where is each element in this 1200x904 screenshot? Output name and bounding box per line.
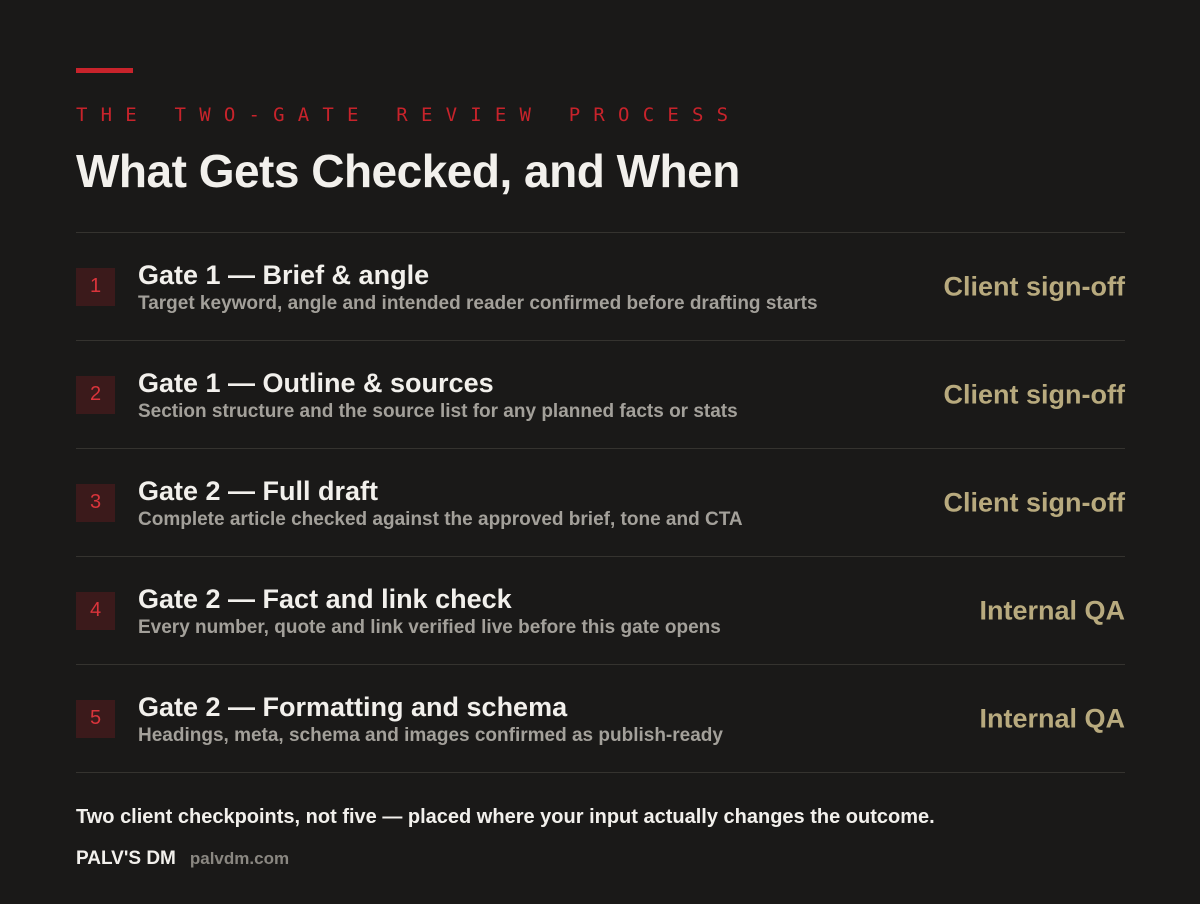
gate-description: Complete article checked against the approved brief, tone and CTA [138, 508, 743, 530]
gate-title: Gate 2 — Full draft [138, 475, 379, 506]
step-number-badge: 2 [76, 376, 115, 414]
gate-description: Target keyword, angle and intended reader confirmed before drafting starts [138, 292, 818, 314]
step-number-badge: 5 [76, 700, 115, 738]
page-title: What Gets Checked, and When [76, 145, 740, 197]
gate-list [76, 232, 1125, 773]
gate-owner: Client sign-off [943, 271, 1125, 301]
gate-text [138, 259, 818, 315]
footer-note: Two client checkpoints, not five — placed where your input actually changes the outcome. [76, 806, 935, 828]
gate-text [138, 475, 743, 531]
gate-text [138, 367, 738, 423]
gate-text [138, 691, 723, 747]
gate-owner: Internal QA [979, 703, 1125, 733]
gate-text [138, 583, 721, 639]
gate-title: Gate 2 — Formatting and schema [138, 691, 568, 722]
gate-owner: Client sign-off [943, 379, 1125, 409]
gate-row [76, 233, 1125, 341]
gate-row [76, 449, 1125, 557]
brand-name: PALV'S DM [76, 848, 176, 869]
eyebrow-label: THE TWO-GATE REVIEW PROCESS [76, 104, 742, 126]
brand-footer [76, 848, 289, 870]
gate-row [76, 557, 1125, 665]
gate-title: Gate 1 — Outline & sources [138, 367, 494, 398]
gate-owner: Internal QA [979, 595, 1125, 625]
step-number-badge: 4 [76, 592, 115, 630]
gate-row [76, 665, 1125, 773]
gate-description: Every number, quote and link verified live before this gate opens [138, 616, 721, 638]
gate-row [76, 341, 1125, 449]
gate-description: Headings, meta, schema and images confirmed as publish-ready [138, 724, 723, 746]
gate-title: Gate 1 — Brief & angle [138, 259, 430, 290]
gate-title: Gate 2 — Fact and link check [138, 583, 512, 614]
step-number-badge: 1 [76, 268, 115, 306]
gate-owner: Client sign-off [943, 487, 1125, 517]
step-number-badge: 3 [76, 484, 115, 522]
brand-url: palvdm.com [189, 849, 290, 868]
gate-description: Section structure and the source list for any planned facts or stats [138, 400, 738, 422]
accent-bar [76, 68, 133, 73]
